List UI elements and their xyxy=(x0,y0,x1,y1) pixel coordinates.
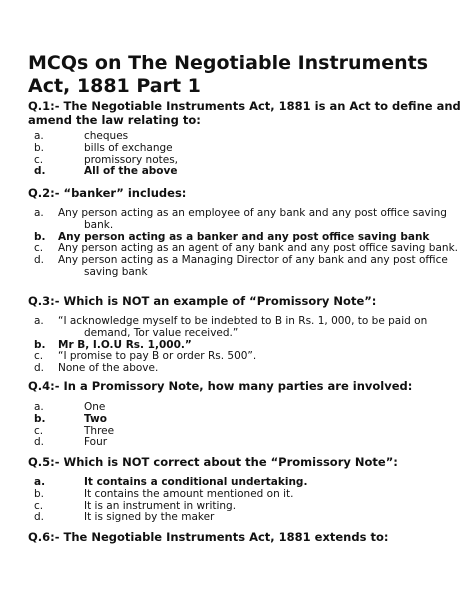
option-2c: c. Any person acting as an agent of any bank and any post office saving bank. xyxy=(34,242,458,255)
option-5a: a. It contains a conditional undertaking. xyxy=(34,476,308,488)
option-5d: d. It is signed by the maker xyxy=(34,511,215,524)
question-2: Q.2:- “banker” includes: xyxy=(28,186,187,200)
question-4: Q.4:- In a Promissory Note, how many parties are involved: xyxy=(28,379,413,393)
question-6: Q.6:- The Negotiable Instruments Act, 1881 extends to: xyxy=(28,530,389,544)
option-1d: d. All of the above xyxy=(34,165,178,178)
question-2-options xyxy=(28,208,468,279)
option-3d: d. None of the above. xyxy=(34,362,159,375)
option-4b: b. Two xyxy=(34,412,107,425)
option-3c: c. “I promise to pay B or order Rs. 500”. xyxy=(34,350,257,363)
option-1a: a. cheques xyxy=(34,130,129,142)
option-2d: d. Any person acting as a Managing Director of any bank and any post office saving bank xyxy=(34,254,448,278)
question-3: Q.3:- Which is NOT an example of “Promissory Note”: xyxy=(28,294,377,308)
option-4a: a. One xyxy=(34,401,106,413)
document-title: MCQs on The Negotiable Instruments Act, 1881 Part 1 xyxy=(28,52,429,97)
question-1: Q.1:- The Negotiable Instruments Act, 1881 is an Act to define and amend the law relating to: xyxy=(28,99,461,127)
option-5b: b. It contains the amount mentioned on it. xyxy=(34,487,294,500)
question-5-options xyxy=(28,477,468,524)
option-2b: b. Any person acting as a banker and any post office saving bank xyxy=(34,230,430,243)
option-2a: a. Any person acting as an employee of any bank and any post office saving bank. xyxy=(34,207,447,231)
option-5c: c. It is an instrument in writing. xyxy=(34,499,237,512)
question-5: Q.5:- Which is NOT correct about the “Promissory Note”: xyxy=(28,455,398,469)
option-1c: c. promissory notes, xyxy=(34,153,179,166)
option-3b: b. Mr B, I.O.U Rs. 1,000.” xyxy=(34,338,192,351)
option-4c: c. Three xyxy=(34,424,115,437)
option-4d: d. Four xyxy=(34,436,108,449)
question-1-options xyxy=(28,131,468,178)
option-3a: a. “I acknowledge myself to be indebted to B in Rs. 1, 000, to be paid on demand, Tor value received.” xyxy=(34,315,428,339)
question-3-options xyxy=(28,316,468,375)
question-4-options xyxy=(28,402,468,449)
option-1b: b. bills of exchange xyxy=(34,141,173,154)
